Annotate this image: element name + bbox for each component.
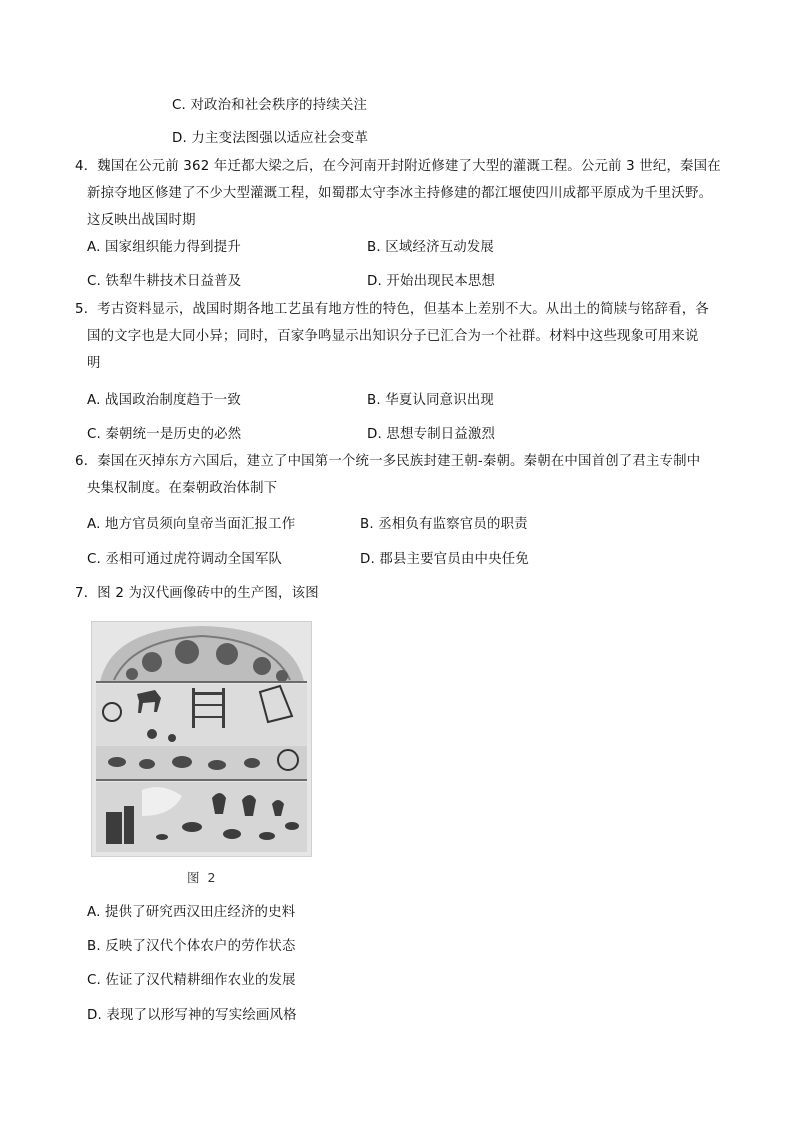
q4-option-c: C. 铁犁牛耕技术日益普及 [87,274,242,289]
q7-option-d: D. 表现了以形写神的写实绘画风格 [87,1008,297,1023]
q5-stem-line2: 国的文字也是大同小异；同时，百家争鸣显示出知识分子已汇合为一个社群。材料中这些现象可用来说 [87,329,699,344]
q4-stem-line2: 新掠夺地区修建了不少大型灌溉工程，如蜀郡太守李冰主持修建的都江堰使四川成都平原成为千里沃野。 [87,186,713,201]
q7-option-a: A. 提供了研究西汉田庄经济的史料 [87,905,296,920]
q5-stem-line3: 明 [87,356,101,371]
q6-option-b: B. 丞相负有监察官员的职责 [360,517,528,532]
prev-option-d: D. 力主变法图强以适应社会变革 [172,131,369,146]
q7-option-c: C. 佐证了汉代精耕细作农业的发展 [87,973,296,988]
q4-stem-line3: 这反映出战国时期 [87,213,196,228]
han-brick-relief-image [91,621,312,857]
prev-option-c: C. 对政治和社会秩序的持续关注 [172,98,368,113]
q4-option-a: A. 国家组织能力得到提升 [87,240,241,255]
q6-option-a: A. 地方官员须向皇帝当面汇报工作 [87,517,296,532]
q5-option-b: B. 华夏认同意识出现 [367,393,495,408]
q5-option-d: D. 思想专制日益激烈 [367,427,496,442]
q6-option-d: D. 郡县主要官员由中央任免 [360,552,529,567]
q4-stem-line1: 4．魏国在公元前 362 年迁都大梁之后，在今河南开封附近修建了大型的灌溉工程。公元前 3 世纪，秦国在 [75,159,721,174]
q4-option-d: D. 开始出现民本思想 [367,274,496,289]
q5-option-a: A. 战国政治制度趋于一致 [87,393,241,408]
q4-option-b: B. 区域经济互动发展 [367,240,495,255]
q7-option-b: B. 反映了汉代个体农户的劳作状态 [87,939,296,954]
q5-stem-line1: 5．考古资料显示，战国时期各地工艺虽有地方性的特色，但基本上差别不大。从出土的简牍与铭辞看，各 [75,302,709,317]
q6-option-c: C. 丞相可通过虎符调动全国军队 [87,552,283,567]
q6-stem-line2: 央集权制度。在秦朝政治体制下 [87,481,278,496]
q7-stem-line1: 7．图 2 为汉代画像砖中的生产图，该图 [75,586,319,601]
q6-stem-line1: 6．秦国在灭掉东方六国后，建立了中国第一个统一多民族封建王朝-秦朝。秦朝在中国首创了君主专制中 [75,454,701,469]
figure-caption: 图 2 [187,870,218,885]
q5-option-c: C. 秦朝统一是历史的必然 [87,427,242,442]
